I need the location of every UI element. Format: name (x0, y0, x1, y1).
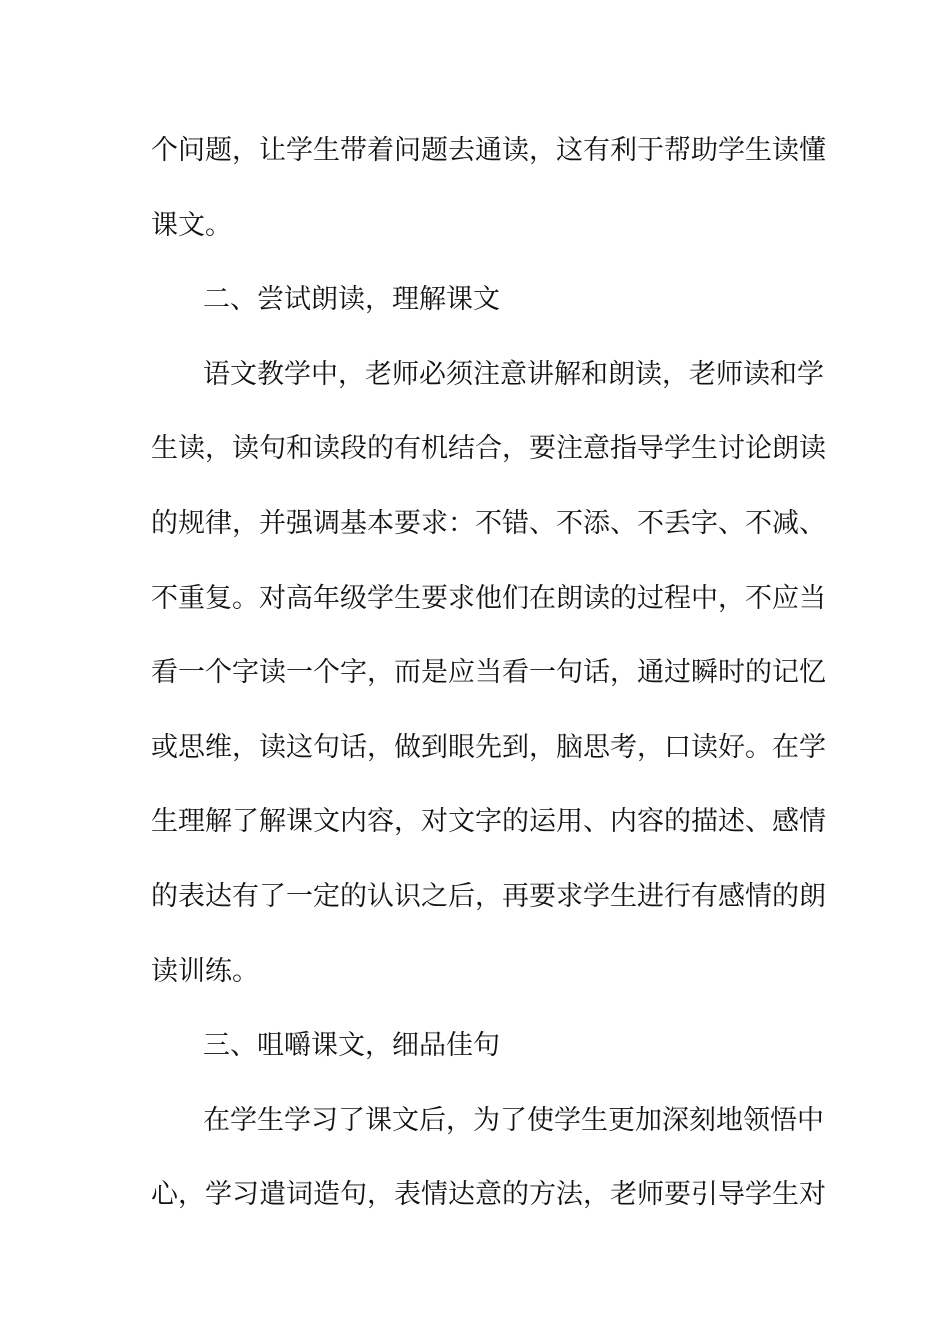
text-line: 在学生学习了课文后，为了使学生更加深刻地领悟中 (203, 1104, 824, 1136)
section-heading: 三、咀嚼课文，细品佳句 (203, 1030, 500, 1062)
text-line: 看一个字读一个字，而是应当看一句话，通过瞬时的记忆 (151, 657, 826, 689)
text-line: 个问题，让学生带着问题去通读，这有利于帮助学生读懂 (151, 135, 826, 166)
text-line: 或思维，读这句话，做到眼先到，脑思考，口读好。在学 (151, 731, 826, 763)
text-line: 语文教学中，老师必须注意讲解和朗读，老师读和学 (203, 358, 824, 390)
document-body (151, 114, 826, 1233)
text-line: 生读，读句和读段的有机结合，要注意指导学生讨论朗读 (151, 433, 826, 465)
text-line: 心，学习遣词造句，表情达意的方法，老师要引导学生对 (151, 1179, 826, 1211)
text-line: 不重复。对高年级学生要求他们在朗读的过程中，不应当 (151, 582, 826, 614)
text-line: 读训练。 (151, 955, 259, 987)
text-line: 课文。 (151, 209, 232, 241)
text-line: 的表达有了一定的认识之后，再要求学生进行有感情的朗 (151, 880, 826, 912)
section-heading: 二、尝试朗读，理解课文 (203, 284, 500, 316)
text-line: 的规律，并强调基本要求：不错、不添、不丢字、不减、 (151, 507, 826, 539)
text-line: 生理解了解课文内容，对文字的运用、内容的描述、感情 (151, 806, 826, 838)
